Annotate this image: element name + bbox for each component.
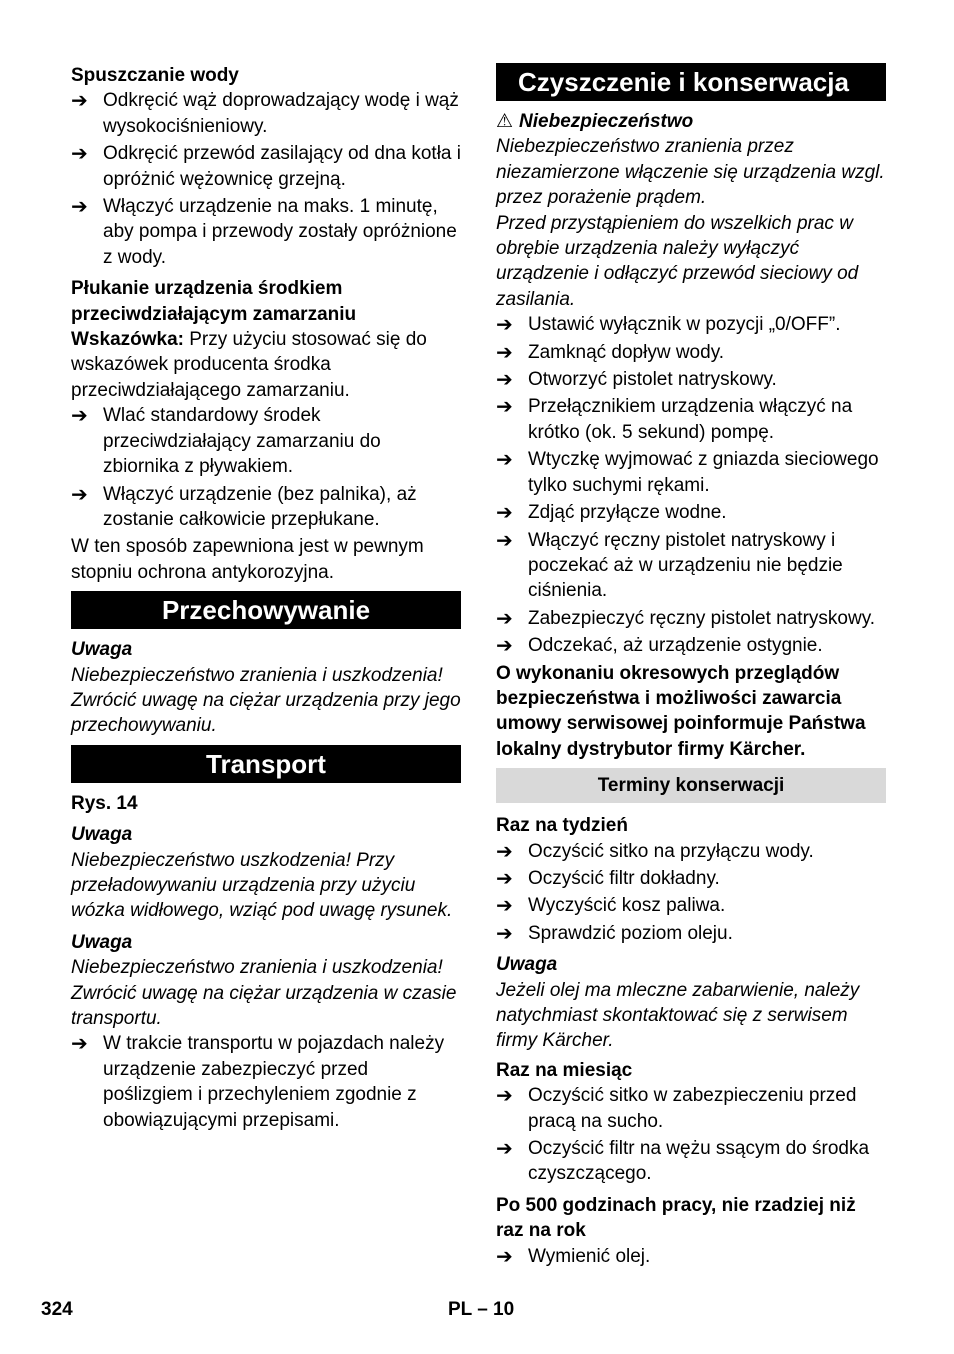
transport-list — [71, 1031, 461, 1133]
list-item — [71, 1031, 461, 1133]
danger-text-2: Przed przystąpieniem do wszelkich prac w obrębie urządzenia należy wyłączyć urządzenie i odłączyć przewód sieciowy od zasilania. — [496, 212, 859, 310]
list-item — [71, 194, 461, 270]
list-item — [496, 1083, 886, 1134]
arrow-right-icon: ➔ — [496, 312, 513, 337]
arrow-right-icon: ➔ — [71, 194, 88, 219]
list-item-text: Sprawdzić poziom oleju. — [528, 922, 733, 944]
list-item-text: Włączyć urządzenie (bez palnika), aż zostanie całkowicie przepłukane. — [103, 483, 417, 530]
danger-list — [496, 312, 886, 658]
list-item — [496, 500, 886, 525]
list-item-text: Zabezpieczyć ręczny pistolet natryskowy. — [528, 607, 876, 629]
list-item-text: Oczyścić sitko w zabezpieczeniu przed pracą na sucho. — [528, 1085, 857, 1132]
wskazowka-label: Wskazówka: — [71, 329, 184, 351]
list-item-text: Wyczyścić kosz paliwa. — [528, 895, 726, 917]
inspection-note: O wykonaniu okresowych przeglądów bezpieczeństwa i możliwości zawarcia umowy serwisowej poinformuje Państwa lokalny dystrybutor firmy Kärcher. — [496, 662, 866, 760]
list-item-text: Oczyścić filtr dokładny. — [528, 867, 720, 889]
trans-uwaga1-heading: Uwaga — [71, 824, 133, 846]
arrow-right-icon: ➔ — [71, 403, 88, 428]
plukanie-footer: W ten sposób zapewniona jest w pewnym stopniu ochrona antykorozyjna. — [71, 536, 424, 583]
list-item-text: Włączyć ręczny pistolet natryskowy i poczekać aż w urządzeniu nie będzie ciśnienia. — [528, 529, 843, 602]
arrow-right-icon: ➔ — [71, 141, 88, 166]
list-item — [496, 367, 886, 392]
list-item-text: Ustawić wyłącznik w pozycji „0/OFF”. — [528, 314, 841, 336]
arrow-right-icon: ➔ — [496, 1243, 513, 1268]
h500-heading: Po 500 godzinach pracy, nie rzadziej niż raz na rok — [496, 1194, 856, 1242]
terminy-banner: Terminy konserwacji — [496, 768, 886, 803]
danger-text-1: Niebezpieczeństwo zranienia przez niezamierzone włączenie się urządzenia wzgl. przez porażenie prądem. — [496, 136, 885, 209]
czyszczenie-banner: Czyszczenie i konserwacja — [496, 63, 886, 101]
przech-uwaga-text: Niebezpieczeństwo zranienia i uszkodzenia! Zwrócić uwagę na ciężar urządzenia przy jego przechowywaniu. — [71, 664, 461, 737]
list-item — [496, 394, 886, 445]
monthly-list — [496, 1083, 886, 1187]
monthly-heading: Raz na miesiąc — [496, 1059, 633, 1081]
list-item-text: Oczyścić filtr na wężu ssącym do środka czyszczącego. — [528, 1138, 870, 1185]
plukanie-heading: Płukanie urządzenia środkiem przeciwdziałającym zamarzaniu — [71, 278, 357, 325]
wskazowka-paragraph — [71, 327, 461, 403]
trans-uwaga1-text: Niebezpieczeństwo uszkodzenia! Przy przeładowywaniu urządzenia przy użyciu wózka widłowego, wziąć pod uwagę rysunek. — [71, 849, 453, 922]
right-column — [496, 63, 886, 1271]
list-item-text: Wlać standardowy środek przeciwdziałający zamarzaniu do zbiornika z pływakiem. — [103, 405, 381, 478]
list-item-text: Przełącznikiem urządzenia włączyć na krótko (ok. 5 sekund) pompę. — [528, 396, 853, 443]
spuszczanie-list — [71, 88, 461, 270]
przech-uwaga-heading: Uwaga — [71, 639, 133, 661]
page-number: 324 — [41, 1299, 73, 1320]
list-item-text: Zamknąć dopływ wody. — [528, 341, 725, 363]
list-item — [496, 606, 886, 631]
arrow-right-icon: ➔ — [496, 1083, 513, 1108]
trans-uwaga2-heading: Uwaga — [71, 931, 133, 953]
danger-heading-label: Niebezpieczeństwo — [519, 111, 694, 132]
list-item — [71, 141, 461, 192]
arrow-right-icon: ➔ — [496, 865, 513, 890]
arrow-right-icon: ➔ — [496, 447, 513, 472]
page-reference: PL – 10 — [448, 1299, 515, 1320]
list-item — [496, 633, 886, 658]
wskazowka-text: Przy użyciu stosować się do wskazówek producenta środka przeciwdziałającego zamarzaniu. — [71, 329, 427, 401]
arrow-right-icon: ➔ — [496, 500, 513, 525]
arrow-right-icon: ➔ — [71, 1031, 88, 1056]
list-item — [496, 893, 886, 918]
list-item-text: Odkręcić przewód zasilający od dna kotła i opróżnić wężownicę grzejną. — [103, 143, 462, 190]
list-item — [71, 88, 461, 139]
przechowywanie-banner: Przechowywanie — [71, 591, 461, 629]
list-item-text: Odkręcić wąż doprowadzający wodę i wąż wysokociśnieniowy. — [103, 90, 459, 137]
spuszczanie-heading: Spuszczanie wody — [71, 65, 239, 86]
weekly-uwaga-heading: Uwaga — [496, 954, 558, 976]
list-item-text: Otworzyć pistolet natryskowy. — [528, 369, 777, 391]
weekly-uwaga-text: Jeżeli olej ma mleczne zabarwienie, należy natychmiast skontaktować się z serwisem firmy Kärcher. — [496, 979, 860, 1052]
arrow-right-icon: ➔ — [496, 1136, 513, 1161]
list-item — [71, 482, 461, 533]
list-item-text: Oczyścić sitko na przyłączu wody. — [528, 840, 814, 862]
trans-uwaga2-text: Niebezpieczeństwo zranienia i uszkodzenia! Zwrócić uwagę na ciężar urządzenia w czasie transportu. — [71, 957, 457, 1029]
weekly-heading: Raz na tydzień — [496, 815, 628, 837]
arrow-right-icon: ➔ — [496, 633, 513, 658]
arrow-right-icon: ➔ — [496, 893, 513, 918]
transport-banner: Transport — [71, 745, 461, 783]
list-item-text: Wtyczkę wyjmować z gniazda sieciowego tylko suchymi rękami. — [528, 449, 879, 496]
list-item — [496, 447, 886, 498]
list-item — [496, 921, 886, 946]
list-item — [496, 1244, 886, 1269]
list-item — [496, 866, 886, 891]
arrow-right-icon: ➔ — [496, 920, 513, 945]
arrow-right-icon: ➔ — [496, 838, 513, 863]
list-item — [496, 1136, 886, 1187]
arrow-right-icon: ➔ — [496, 394, 513, 419]
list-item-text: Odczekać, aż urządzenie ostygnie. — [528, 635, 823, 657]
list-item — [496, 839, 886, 864]
list-item-text: Wymienić olej. — [528, 1245, 651, 1267]
list-item-text: Zdjąć przyłącze wodne. — [528, 502, 727, 524]
warning-triangle-icon: ⚠ — [496, 110, 514, 132]
list-item — [71, 403, 461, 479]
figure-reference: Rys. 14 — [71, 792, 138, 814]
list-item-text: W trakcie transportu w pojazdach należy urządzenie zabezpieczyć przed poślizgiem i przechyleniem zgodnie z obowiązującymi przepisami. — [103, 1033, 445, 1131]
arrow-right-icon: ➔ — [496, 605, 513, 630]
plukanie-list — [71, 403, 461, 532]
arrow-right-icon: ➔ — [71, 88, 88, 113]
weekly-list — [496, 839, 886, 947]
list-item — [496, 528, 886, 604]
list-item — [496, 340, 886, 365]
arrow-right-icon: ➔ — [71, 481, 88, 506]
arrow-right-icon: ➔ — [496, 339, 513, 364]
h500-list — [496, 1244, 886, 1269]
danger-heading — [496, 109, 886, 134]
list-item-text: Włączyć urządzenie na maks. 1 minutę, aby pompa i przewody zostały opróżnione z wody. — [103, 196, 457, 268]
list-item — [496, 312, 886, 337]
arrow-right-icon: ➔ — [496, 367, 513, 392]
left-column — [71, 63, 461, 1135]
arrow-right-icon: ➔ — [496, 527, 513, 552]
